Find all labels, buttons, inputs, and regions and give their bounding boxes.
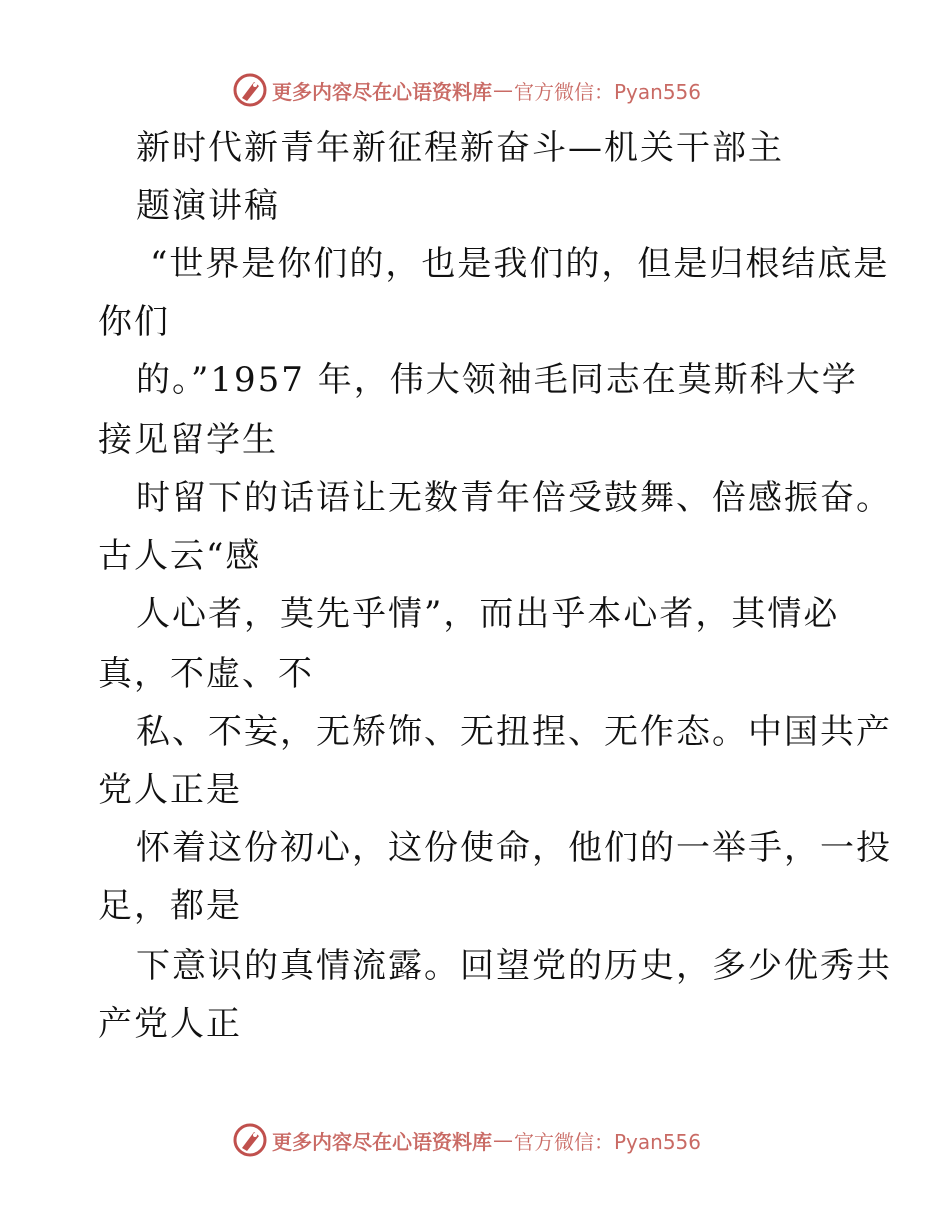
- body-line: 你们: [98, 302, 170, 342]
- body-line: 人心者，莫先乎情”，而出乎本心者，其情必: [136, 594, 840, 634]
- body-line: 古人云“感: [98, 536, 262, 576]
- document-title-line-2: 题演讲稿: [136, 186, 280, 226]
- body-line: “世界是你们的，也是我们的，但是归根结底是: [150, 244, 890, 284]
- watermark-right-text: 官方微信：Pyan556: [514, 79, 702, 104]
- body-line: 足，都是: [98, 886, 242, 926]
- footer-watermark: [232, 1122, 701, 1158]
- header-watermark: [232, 72, 701, 108]
- body-line: 怀着这份初心，这份使命，他们的一举手，一投: [136, 828, 892, 868]
- body-line: 接见留学生: [98, 420, 278, 460]
- watermark-separator: —: [493, 1128, 513, 1152]
- body-line: 产党人正: [98, 1004, 242, 1044]
- body-line: 时留下的话语让无数青年倍受鼓舞、倍感振奋。: [136, 478, 892, 518]
- pen-nib-logo-icon: [232, 72, 268, 108]
- watermark-separator: —: [493, 78, 513, 102]
- body-line: 私、不妄，无矫饰、无扭捏、无作态。中国共产: [136, 712, 892, 752]
- pen-nib-logo-icon: [232, 1122, 268, 1158]
- watermark-right-text: 官方微信：Pyan556: [514, 1129, 702, 1154]
- watermark-left-text: 更多内容尽在心语资料库: [272, 1129, 492, 1154]
- body-line: 党人正是: [98, 770, 242, 810]
- document-title-line-1: 新时代新青年新征程新奋斗—机关干部主: [136, 128, 784, 168]
- watermark-left-text: 更多内容尽在心语资料库: [272, 79, 492, 104]
- body-line: 下意识的真情流露。回望党的历史，多少优秀共: [136, 946, 892, 986]
- body-line: 的。”1957 年，伟大领袖毛同志在莫斯科大学: [136, 360, 858, 400]
- body-line: 真，不虚、不: [98, 654, 314, 694]
